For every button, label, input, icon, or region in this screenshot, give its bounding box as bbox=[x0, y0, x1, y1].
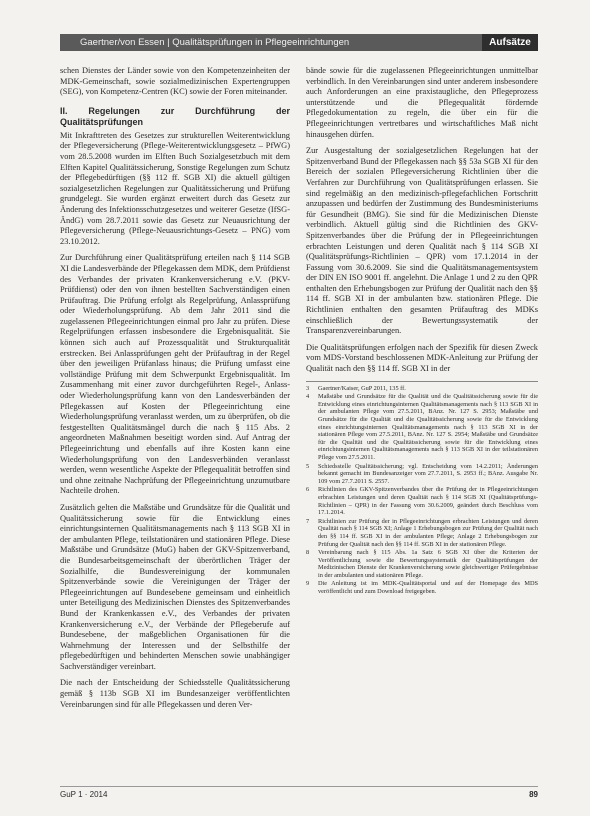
footnote bbox=[306, 518, 538, 548]
right-column bbox=[306, 66, 538, 597]
page-number: 89 bbox=[529, 790, 538, 799]
footnote-text: Schiedsstelle Qualitätssicherung; vgl. Entscheidung vom 14.2.2011; Änderungen bekannt gemacht im Bundesanzeiger vom 27.7.2011, S. 2953 ff.; BAnz. Ausgabe Nr. 109 vom 27.7.2011 S. 2557. bbox=[318, 462, 538, 485]
journal-issue: GuP 1 · 2014 bbox=[60, 790, 108, 799]
running-title: Gaertner/von Essen | Qualitätsprüfungen in Pflegeeinrichtungen bbox=[80, 37, 350, 48]
paragraph: Zur Ausgestaltung der sozialgesetzlichen Regelungen hat der Spitzenverband Bund der Pflegekassen nach §§ 53a SGB XI für den Bereich der sozialen Pflegeversicherung Richtlinien über die Verfahren zur Durchführung von Qualitätsprüfungen erlassen. Sie sind regelmäßig an den medizinisch-pflegefachlichen Fortschritt anzupassen und bedürfen der Zustimmung des Bundesministeriums für Gesundheit (BMG). Sie sind für die Medizinischen Dienste verbindlich. Aktuell gültig sind die Richtlinien des GKV-Spitzenverbandes über die Prüfung der in Pflegeeinrichtungen erbrachten Leistungen und deren Qualität nach § 114 SGB XI (Qualitätsprüfungs-Richtlinien – QPR) vom 17.1.2014 in der Fassung vom 30.6.2009. Sie sind die Qualitätsmanagementsystem der DIN EN ISO 9001 ff. angelehnt. Die Anlage 1 und 2 zu den QPR enthalten den Erhebungsbogen zur Prüfung der Qualität nach den §§ 114 ff. SGB XI in der ambulanten bzw. stationären Pflege. Die Richtlinien enthalten den gesamten Prüfauftrag des MDKs einschließlich der Bewertungssystematik der Transparenzvereinbarungen. bbox=[306, 146, 538, 336]
footnote-text: Gaertner/Kaiser, GuP 2011, 135 ff. bbox=[318, 384, 406, 392]
section-tag: Aufsätze bbox=[482, 34, 538, 51]
footnote-text: Die Anleitung ist im MDK-Qualitätsportal und auf der Homepage des MDS veröffentlicht und zum Download freigegeben. bbox=[318, 580, 538, 596]
footnote bbox=[306, 463, 538, 486]
section-heading: II. Regelungen zur Durchführung der Qualitätsprüfungen bbox=[60, 105, 290, 127]
running-header bbox=[60, 34, 538, 51]
page-footer bbox=[60, 786, 538, 799]
footnote bbox=[306, 580, 538, 595]
paragraph: Zusätzlich gelten die Maßstäbe und Grundsätze für die Qualität und Qualitätssicherung sowie für die Entwicklung eines einrichtungsinternen Qualitätsmanagements nach § 113 SGB XI in der ambulanten Pflege, teilstationären und stationären Pflege. Diese Maßstäbe und Grundsätze (MuG) haben der GKV-Spitzenverband, die Bundesarbeitsgemeinschaft der überörtlichen Träger der Sozialhilfe, die Bundesvereinigung der kommunalen Spitzenverbände sowie die Vereinigungen der Träger der Pflegeeinrichtungen auf Bundesebene gemeinsam und einheitlich unter Beteiligung des Medizinischen Dienstes des Spitzenverbandes Bund der Krankenkassen e.V., des Verbandes der privaten Krankenversicherung e.V., der Verbände der Pflegeberufe auf Bundesebene, der maßgeblichen Organisationen für die Wahrnehmung der Interessen und der Selbsthilfe der pflegebedürftigen und behinderten Menschen sowie unabhängiger Sachverständiger vereinbart. bbox=[60, 502, 290, 671]
footnote-text: Vereinbarung nach § 115 Abs. 1a Satz 6 SGB XI über die Kriterien der Veröffentlichung sowie die Bewertungssystematik der Qualitätsprüfungen der Medizinischen Dienste der Krankenversicherung sowie gleichwertiger Prüfergebnisse in der ambulanten und stationären Pflege. bbox=[318, 549, 538, 579]
footnote-number: 8 bbox=[306, 549, 310, 557]
footnote-number: 5 bbox=[306, 462, 310, 470]
footnote-text: Richtlinien des GKV-Spitzenverbandes über die Prüfung der in Pflegeeinrichtungen erbrachten Leistungen und deren Qualität nach § 114 SGB XI (Qualitätsprüfungs-Richtlinien – QPR) in der Fassung vom 30.6.2009, geändert durch Beschluss vom 17.1.2014. bbox=[318, 486, 538, 517]
left-column bbox=[60, 66, 290, 716]
paragraph: Mit Inkrafttreten des Gesetzes zur strukturellen Weiterentwicklung der Pflegeversicherung (Pflege-Weiterentwicklungsgesetz – PfWG) vom 28.5.2008 wurden im Elften Buch Sozialgesetzbuch mit dem Elften Kapitel Qualitätssicherung, Sonstige Regelungen zum Schutz der Pflegebedürftigen (§§ 112 ff. SGB XI) die aktuell gültigen sozialgesetzlichen Regelungen zur Qualitätssicherung und Prüfung grundgelegt. Sie wurden ergänzt erweitert durch das Gesetz zur Änderung des Infektionsschutzgesetzes und weiterer Gesetze (IfSG-ÄndG) vom 28.7.2011 sowie das Gesetz zur Neuausrichtung der Pflegeversicherung (Pflege-Neuausrichtungs-Gesetz – PNG) vom 23.10.2012. bbox=[60, 130, 290, 246]
footnote-number: 6 bbox=[306, 486, 310, 494]
footnote bbox=[306, 549, 538, 579]
footnote-text: Richtlinien zur Prüfung der in Pflegeeinrichtungen erbrachten Leistungen und deren Qualität nach § 114 SGB XI; Anlage 1 Erhebungsbogen zur Prüfung der Qualität nach den §§ 114 ff. SGB XI in der ambulanten Pflege; Anlage 2 Erhebungsbogen zur Prüfung der Qualität nach den §§ 114 ff. SGB XI in der stationären Pflege. bbox=[318, 517, 538, 548]
footnote-number: 3 bbox=[306, 384, 310, 392]
footnote bbox=[306, 385, 538, 393]
paragraph: bände sowie für die zugelassenen Pflegeeinrichtungen unmittelbar verbindlich. In den Vereinbarungen sind unter anderem insbesondere auch Anforderungen an eine praxistaugliche, den Pflegeprozess unterstützende und die Pflegequalität fördernde Pflegedokumentation zu regeln, die über ein für die Pflegeeinrichtungen vertretbares und wirtschaftliches Maß nicht hinausgehen dürfen. bbox=[306, 66, 538, 139]
paragraph: Die Qualitätsprüfungen erfolgen nach der Spezifik für diesen Zweck vom MDS-Vorstand beschlossenen MDK-Anleitung zur Prüfung der Qualität nach den §§ 114 ff. SGB XI in der bbox=[306, 342, 538, 374]
footnote-number: 7 bbox=[306, 517, 310, 525]
footnote-number: 9 bbox=[306, 580, 310, 588]
paragraph: Die nach der Entscheidung der Schiedsstelle Qualitätssicherung gemäß § 113b SGB XI im Bundesanzeiger veröffentlichten Vereinbarungen sind für alle Pflegekassen und deren Ver- bbox=[60, 678, 290, 709]
footnote bbox=[306, 486, 538, 516]
footnote-number: 4 bbox=[306, 393, 310, 401]
footnote bbox=[306, 393, 538, 461]
footnotes bbox=[306, 381, 538, 596]
intro-paragraph: schen Dienstes der Länder sowie von den Kompetenzeinheiten der MDK-Gemeinschaft, sowie sozialmedizinischen Expertengruppen (SEG), von Kompetenz-Centren (KC) sowie der Foren miteinander. bbox=[60, 66, 290, 97]
paragraph: Zur Durchführung einer Qualitätsprüfung erteilen nach § 114 SGB XI die Landesverbände der Pflegekassen dem MDK, dem Prüfdienst des Verbandes der privaten Krankenversicherung e.V. (PKV-Prüfdienst) oder den von ihnen bestellten Sachverständigen einen Prüfauftrag. Die Prüfung erfolgt als Regelprüfung, Anlassprüfung oder Wiederholungsprüfung. Ab dem Jahr 2011 sind die zugelassenen Pflegeeinrichtungen einmal pro Jahr zu prüfen. Diese Regelprüfungen erfassen insbesondere die Ergebnisqualität. Sie können sich auch auf Prozessqualität und Strukturqualität erstrecken. Bei Anlassprüfungen geht der Prüfauftrag in der Regel über den jeweiligen Prüfanlass hinaus; die Prüfung umfasst eine vollständige Prüfung mit dem Schwerpunkt Ergebnisqualität. Im Zusammenhang mit einer zuvor durchgeführten Regel-, Anlass- oder Wiederholungsprüfung kann von den Landesverbänden der Pflegekassen auf Kosten der Pflegeeinrichtung eine Wiederholungsprüfung veranlasst werden, um zu überprüfen, ob die festgestellten Qualitätsmängel durch die nach § 115 Abs. 2 angeordneten Maßnahmen beseitigt worden sind. Auf Antrag der Pflegeeinrichtung und ebenfalls auf ihre Kosten kann eine Wiederholungsprüfung von den Landesverbänden veranlasst werden, wenn wesentliche Aspekte der Pflegequalität betroffen sind und ohne zeitnahe Nachprüfung der Pflegeeinrichtung unzumutbare Nachteile drohen. bbox=[60, 253, 291, 496]
footnote-text: Maßstäbe und Grundsätze für die Qualität und die Qualitätssicherung sowie für die Entwicklung eines einrichtungsinternen Qualitätsmanagements nach § 113 SGB XI in der ambulanten Pflege vom 27.5.2011, BAnz. Nr. 127 S. 2953; Maßstäbe und Grundsätze für die Qualität und die Qualitätssicherung sowie für die Entwicklung eines einrichtungsinternen Qualitätsmanagements nach § 113 SGB XI in der stationären Pflege vom 27.5.2011, BAnz. Nr. 127 S. 2954; Maßstäbe und Grundsätze für die Qualität und die Qualitätssicherung sowie für die Entwicklung eines einrichtungsinternen Qualitätsmanagements nach § 113 SGB XI in der teilstationären Pflege vom 27.5.2011. bbox=[318, 393, 538, 461]
